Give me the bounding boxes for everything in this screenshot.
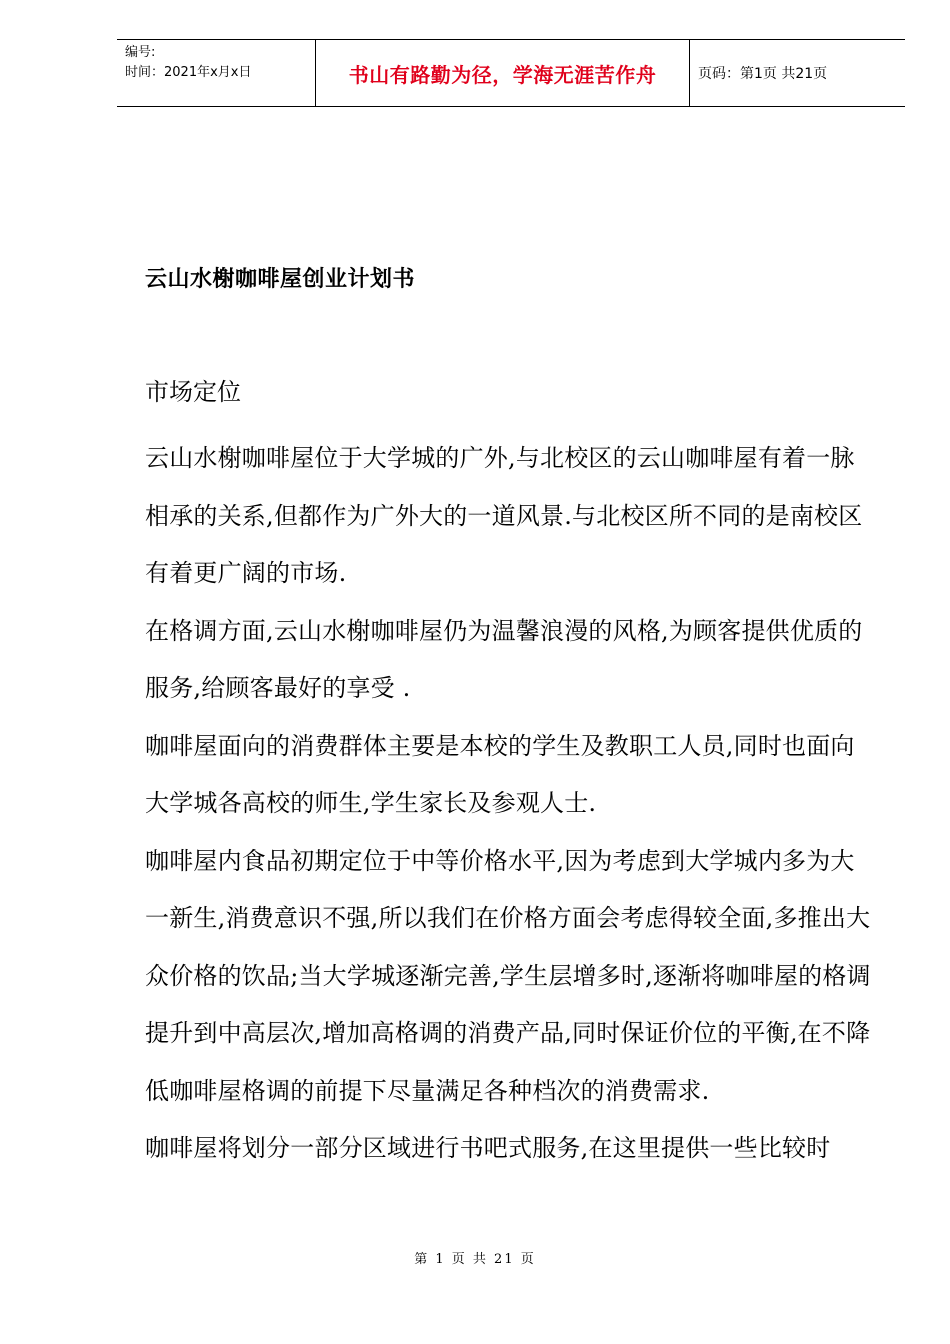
document-title: 云山水榭咖啡屋创业计划书	[145, 267, 416, 292]
header-page-info: 页码：第1页 共21页	[698, 66, 828, 82]
page-footer: 第 1 页 共 21 页	[414, 1252, 536, 1267]
paragraph: 在格调方面,云山水榭咖啡屋仍为温馨浪漫的风格,为顾客提供优质的服务,给顾客最好的享受 .	[145, 616, 863, 702]
paragraph: 咖啡屋将划分一部分区域进行书吧式服务,在这里提供一些比较时	[145, 1134, 831, 1162]
header-meta	[117, 40, 316, 106]
paragraph: 咖啡屋内食品初期定位于中等价格水平,因为考虑到大学城内多为大一新生,消费意识不强,所以我们在价格方面会考虑得较全面,多推出大众价格的饮品;当大学城逐渐完善,学生层增多时,逐渐将咖啡屋的格调提升到中高层次,增加高格调的消费产品,同时保证价位的平衡,在不降低咖啡屋格调的前提下尽量满足各种档次的消费需求.	[145, 846, 871, 1105]
document-number-label: 编号:	[125, 45, 156, 60]
document-date: 时间：2021年x月x日	[125, 65, 252, 80]
page-header	[117, 39, 905, 107]
document-body	[145, 430, 875, 1178]
section-heading: 市场定位	[145, 378, 241, 406]
paragraph: 云山水榭咖啡屋位于大学城的广外,与北校区的云山咖啡屋有着一脉相承的关系,但都作为广外大的一道风景.与北校区所不同的是南校区有着更广阔的市场.	[145, 444, 863, 587]
header-motto: 书山有路勤为径，学海无涯苦作舟	[316, 40, 690, 106]
paragraph: 咖啡屋面向的消费群体主要是本校的学生及教职工人员,同时也面向大学城各高校的师生,学生家长及参观人士.	[145, 731, 855, 817]
